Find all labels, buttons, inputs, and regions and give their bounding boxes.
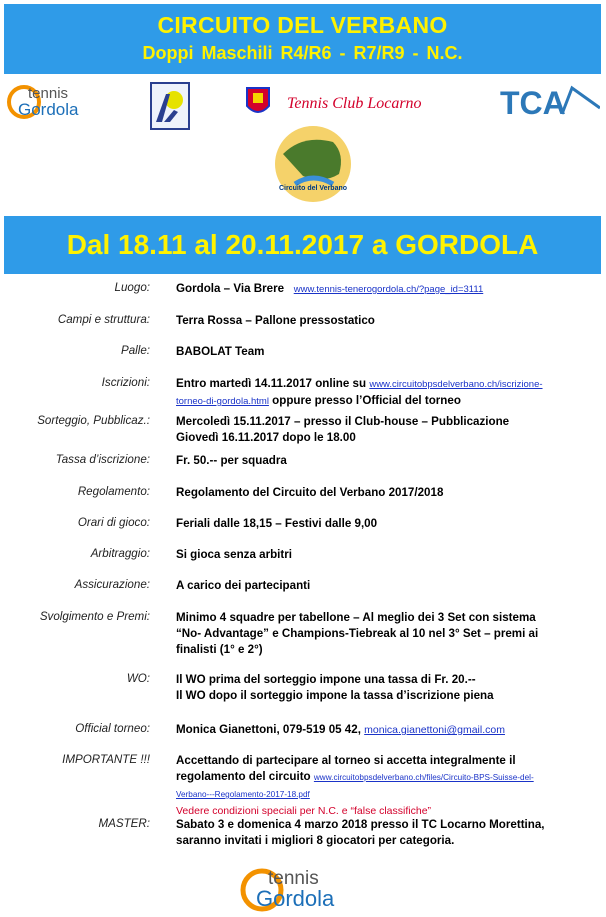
row-value: Feriali dalle 18,15 – Festivi dalle 9,00 <box>176 517 378 530</box>
row-value: Regolamento del Circuito del Verbano 2017/2018 <box>176 486 444 499</box>
tca-text: TCA <box>500 85 566 120</box>
circuit-logo-text: Circuito del Verbano <box>278 185 348 192</box>
row-value: Il WO prima del sorteggio impone una tassa di Fr. 20.-- <box>176 673 476 686</box>
tennis-gordola-footer-logo <box>240 862 380 912</box>
logo-strip <box>0 74 606 214</box>
row-value: Gordola – Via Brere <box>176 282 285 295</box>
row-label: Svolgimento e Premi: <box>39 610 150 623</box>
row-label: Arbitraggio: <box>90 547 150 560</box>
date-banner: Dal 18.11 al 20.11.2017 a GORDOLA <box>4 216 601 274</box>
row-label: Sorteggio, Pubblicaz.: <box>37 414 150 427</box>
row-value: BABOLAT Team <box>176 345 265 358</box>
row-label: Orari di gioco: <box>77 516 150 529</box>
row-value: Si gioca senza arbitri <box>176 548 292 561</box>
row-value: Sabato 3 e domenica 4 marzo 2018 presso il TC Locarno Morettina, <box>176 818 545 831</box>
tcl-text: Tennis Club Locarno <box>287 95 422 112</box>
tennis-gordola-logo <box>6 80 116 120</box>
row-value: Terra Rossa – Pallone pressostatico <box>176 314 375 327</box>
row-value-2: oppure presso l’Official del torneo <box>268 394 461 407</box>
iscrizione-link-2[interactable]: torneo-di-gordola.html <box>176 396 269 407</box>
regolamento-link-2[interactable]: Verbano---Regolamento-2017-18.pdf <box>176 790 310 799</box>
row-label: Regolamento: <box>77 485 150 498</box>
header-banner <box>4 4 601 74</box>
logo-tennis-bottom: Gordola <box>18 100 79 119</box>
row-value: Mercoledì 15.11.2017 – presso il Club-house – Pubblicazione <box>176 415 510 428</box>
luogo-link[interactable]: www.tennis-tenerogordola.ch/?page_id=3111 <box>293 284 484 295</box>
footer-logo-top: tennis <box>268 868 319 889</box>
email-link[interactable]: monica.gianettoni@gmail.com <box>364 724 505 736</box>
row-value-3: finalisti (1° e 2°) <box>176 643 263 656</box>
row-value-2: saranno invitati i migliori 8 giocatori per categoria. <box>176 834 455 847</box>
row-value: Entro martedì 14.11.2017 online su <box>176 377 367 390</box>
special-conditions-note: Vedere condizioni speciali per N.C. e “false classifiche” <box>176 805 432 817</box>
row-label: Palle: <box>120 344 150 357</box>
club-crest-logo <box>150 82 190 130</box>
tennis-club-locarno-logo <box>245 84 475 124</box>
row-label: Assicurazione: <box>74 578 150 591</box>
footer-logo-bottom: Gordola <box>256 886 335 911</box>
row-value-2: Giovedì 16.11.2017 dopo le 18.00 <box>176 431 356 444</box>
title: CIRCUITO DEL VERBANO <box>157 12 448 38</box>
row-value: Monica Gianettoni, 079-519 05 42, <box>176 723 361 736</box>
row-label: IMPORTANTE !!! <box>62 753 150 766</box>
row-label: Campi e struttura: <box>57 313 150 326</box>
row-label: Tassa d’iscrizione: <box>55 453 150 466</box>
row-label: Luogo: <box>114 281 150 294</box>
tca-logo <box>500 84 600 120</box>
iscrizione-link[interactable]: www.circuitobpsdelverbano.ch/iscrizione- <box>369 379 543 390</box>
subtitle: Doppi Maschili R4/R6 - R7/R9 - N.C. <box>142 43 463 63</box>
row-value: Fr. 50.-- per squadra <box>176 454 287 467</box>
row-label: WO: <box>126 672 150 685</box>
regolamento-link[interactable]: www.circuitobpsdelverbano.ch/files/Circuito-BPS-Suisse-del- <box>313 773 534 782</box>
row-label: Iscrizioni: <box>101 376 150 389</box>
row-value-2: “No- Advantage” e Champions-Tiebreak al 10 nel 3° Set – premi ai <box>176 627 539 640</box>
logo-tennis-top: tennis <box>28 85 69 102</box>
row-label: Official torneo: <box>75 722 150 735</box>
row-value: A carico dei partecipanti <box>176 579 311 592</box>
row-value-2: regolamento del circuito <box>176 770 311 783</box>
row-value: Accettando di partecipare al torneo si accetta integralmente il <box>176 754 516 767</box>
row-value-2: Il WO dopo il sorteggio impone la tassa d’iscrizione piena <box>176 689 494 702</box>
row-value: Minimo 4 squadre per tabellone – Al meglio dei 3 Set con sistema <box>176 611 536 624</box>
circuito-del-verbano-logo <box>273 124 353 204</box>
row-label: MASTER: <box>98 817 150 830</box>
